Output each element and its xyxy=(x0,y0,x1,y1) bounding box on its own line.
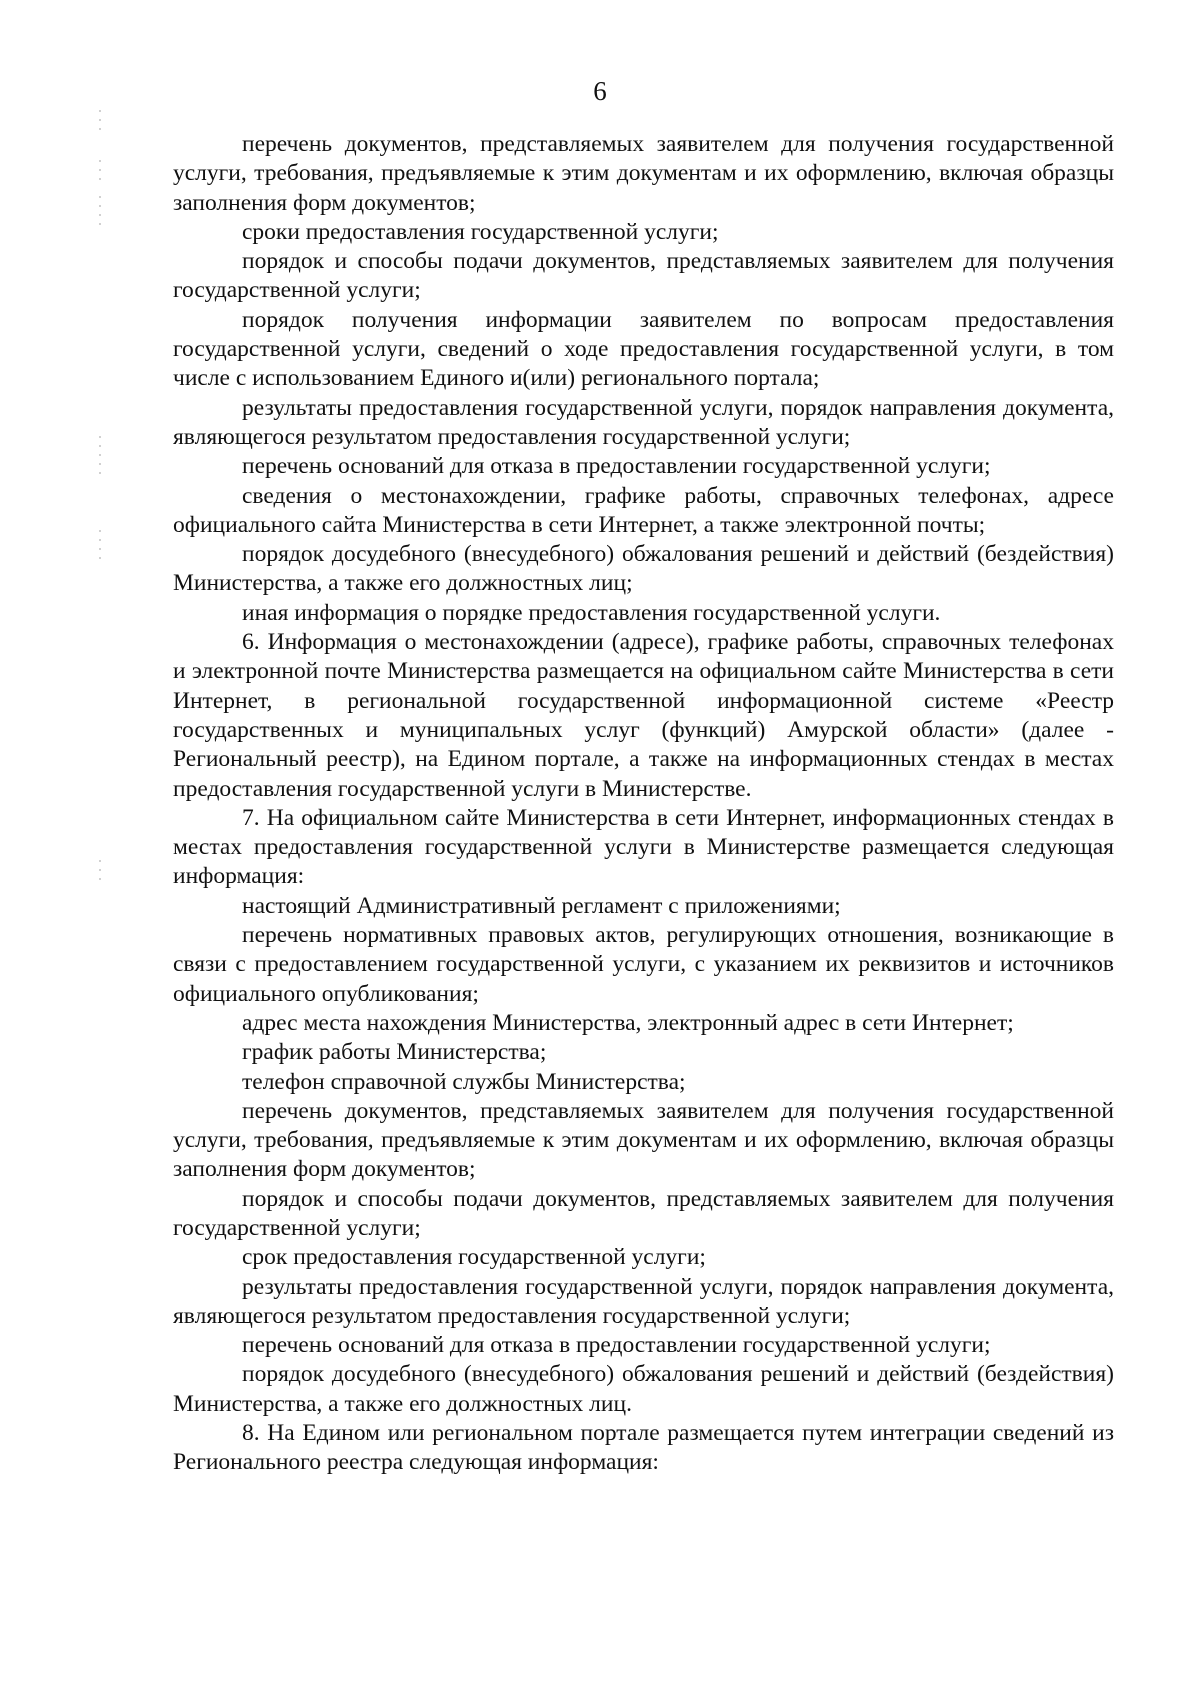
paragraph: порядок досудебного (внесудебного) обжалования решений и действий (бездействия) Министерства, а также его должностных лиц. xyxy=(173,1361,1114,1417)
paragraph: перечень оснований для отказа в предоставлении государственной услуги; xyxy=(242,1332,991,1359)
paragraph-clause-8: 8. На Едином или региональном портале размещается путем интеграции сведений из Регионального реестра следующая информация: xyxy=(173,1420,1114,1476)
paragraph-clause-7: 7. На официальном сайте Министерства в сети Интернет, информационных стендах в местах предоставления государственной услуги в Министерстве размещается следующая информация: xyxy=(173,804,1114,890)
paragraph: сведения о местонахождении, графике работы, справочных телефонах, адресе официального сайта Министерства в сети Интернет, а также электронной почты; xyxy=(173,482,1114,538)
paragraph: телефон справочной службы Министерства; xyxy=(242,1068,686,1095)
paragraph: порядок и способы подачи документов, представляемых заявителем для получения государственной услуги; xyxy=(173,1185,1114,1241)
page-number: 6 xyxy=(593,76,607,106)
paragraph: порядок и способы подачи документов, представляемых заявителем для получения государственной услуги; xyxy=(173,248,1114,304)
paragraph: перечень документов, представляемых заявителем для получения государственной услуги, требования, предъявляемые к этим документам и их оформлению, включая образцы заполнения форм документов; xyxy=(173,1097,1114,1183)
paragraph: срок предоставления государственной услуги; xyxy=(242,1244,706,1271)
scan-mark xyxy=(99,110,101,136)
paragraph: результаты предоставления государственной услуги, порядок направления документа, являющегося результатом предоставления государственной услуги; xyxy=(173,1273,1114,1329)
paragraph: график работы Министерства; xyxy=(242,1039,547,1066)
scan-mark xyxy=(99,160,101,182)
paragraph: перечень нормативных правовых актов, регулирующих отношения, возникающие в связи с предоставлением государственной услуги, с указанием их реквизитов и источников официального опубликования; xyxy=(173,922,1114,1007)
paragraph: настоящий Административный регламент с приложениями; xyxy=(242,892,841,919)
paragraph: иная информация о порядке предоставления государственной услуги. xyxy=(242,599,941,626)
paragraph: результаты предоставления государственной услуги, порядок направления документа, являющегося результатом предоставления государственной услуги; xyxy=(173,394,1114,450)
scan-mark xyxy=(99,436,101,476)
paragraph: порядок получения информации заявителем по вопросам предоставления государственной услуги, сведений о ходе предоставления государственной услуги, в том числе с использованием Единого и(или) регионального портала; xyxy=(173,306,1114,392)
paragraph: адрес места нахождения Министерства, электронный адрес в сети Интернет; xyxy=(242,1009,1014,1036)
scan-mark xyxy=(99,196,101,226)
paragraph: сроки предоставления государственной услуги; xyxy=(242,218,719,245)
scan-mark xyxy=(99,860,101,880)
scan-mark xyxy=(99,530,101,560)
paragraph: порядок досудебного (внесудебного) обжалования решений и действий (бездействия) Министерства, а также его должностных лиц; xyxy=(173,541,1114,597)
paragraph-clause-6: 6. Информация о местонахождении (адресе), графике работы, справочных телефонах и электронной почте Министерства размещается на официальном сайте Министерства в сети Интернет, в региональной государственной информационной системе «Реестр государственных и муниципальных услуг (функций) Амурской области» (далее - Региональный реестр), на Едином портале, а также на информационных стендах в местах предоставления государственной услуги в Министерстве. xyxy=(173,629,1114,802)
paragraph: перечень документов, представляемых заявителем для получения государственной услуги, требования, предъявляемые к этим документам и их оформлению, включая образцы заполнения форм документов; xyxy=(173,131,1114,216)
paragraph: перечень оснований для отказа в предоставлении государственной услуги; xyxy=(242,453,991,480)
document-body xyxy=(173,130,1114,1478)
